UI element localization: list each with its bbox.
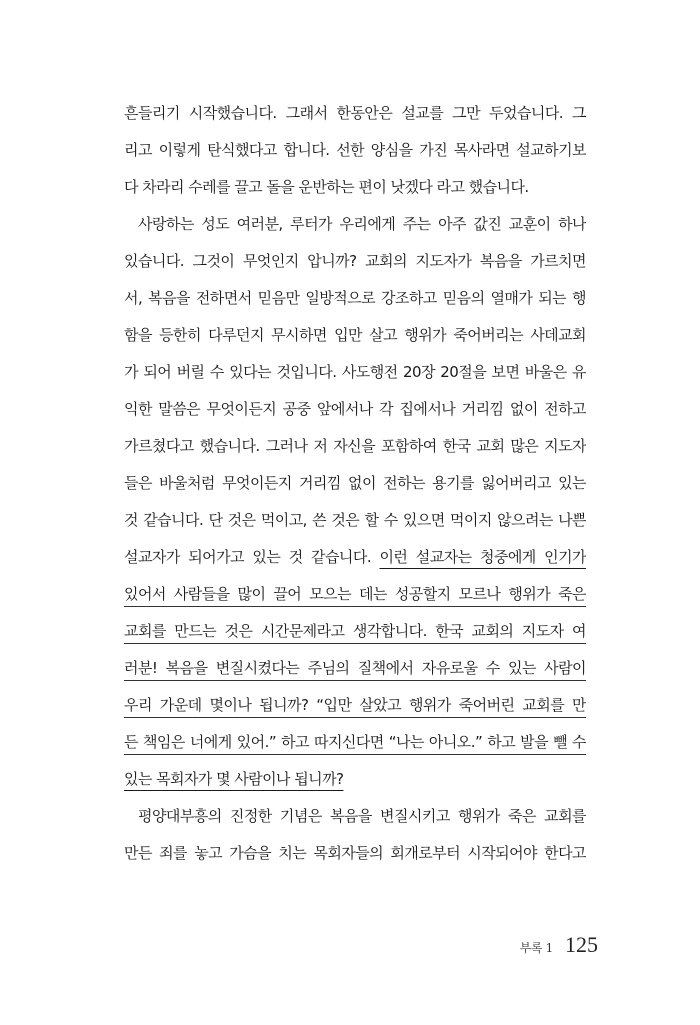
underlined-line: 교회를 만드는 것은 시간문제라고 생각합니다. 한국 교회의 지도자 여: [124, 613, 586, 650]
text-line: 서, 복음을 전하면서 믿음만 일방적으로 강조하고 믿음의 열매가 되는 행: [124, 289, 586, 307]
text-line: 리고 이렇게 탄식했다고 합니다. 선한 양심을 가진 목사라면 설교하기보: [124, 141, 586, 159]
text-line: 흔들리기 시작했습니다. 그래서 한동안은 설교를 그만 두었습니다. 그: [124, 104, 586, 122]
underlined-text-segment: 있는 목회자가 몇 사람이나 됩니까?: [124, 770, 344, 788]
underlined-text-segment: 이런 설교자는 청중에게 인기가: [379, 548, 586, 566]
paragraph-first-line: 사랑하는 성도 여러분, 루터가 우리에게 주는 아주 값진 교훈이 하나: [138, 215, 586, 233]
text-line: 가 되어 버릴 수 있다는 것입니다. 사도행전 20장 20절을 보면 바울은 유: [124, 363, 586, 381]
page-footer: [500, 932, 598, 960]
text-line: 있습니다. 그것이 무엇인지 압니까? 교회의 지도자가 복음을 가르치면: [124, 252, 586, 270]
text-line: 다 차라리 수레를 끌고 돌을 운반하는 편이 낫겠다 라고 했습니다.: [124, 178, 529, 196]
underlined-line: 우리 가운데 몇이나 됩니까? “입만 살았고 행위가 죽어버린 교회를 만: [124, 687, 586, 724]
plain-text-segment: 설교자가 되어가고 있는 것 같습니다.: [124, 548, 380, 566]
underlined-line: 든 책임은 너에게 있어.” 하고 따지신다면 “나는 아니오.” 하고 발을 뺄 수: [124, 724, 586, 761]
text-line: 들은 바울처럼 무엇이든지 거리낌 없이 전하는 용기를 잃어버리고 있는: [124, 474, 586, 492]
body-text: [124, 95, 586, 872]
underlined-line: 있어서 사람들을 많이 끌어 모으는 데는 성공할지 모르나 행위가 죽은: [124, 576, 586, 613]
underlined-line: 러분! 복음을 변질시켰다는 주님의 질책에서 자유로울 수 있는 사람이: [124, 650, 586, 687]
text-line: 것 같습니다. 단 것은 먹이고, 쓴 것은 할 수 있으면 먹이지 않으려는 나쁜: [124, 511, 586, 529]
text-line: 가르쳤다고 했습니다. 그러나 저 자신을 포함하여 한국 교회 많은 지도자: [124, 437, 586, 455]
underlined-line-last: [124, 761, 586, 798]
text-line: 익한 말씀은 무엇이든지 공중 앞에서나 각 집에서나 거리낌 없이 전하고: [124, 400, 586, 418]
paragraph-first-line: 평양대부흥의 진정한 기념은 복음을 변질시키고 행위가 죽은 교회를: [138, 807, 586, 825]
text-line: 만든 죄를 놓고 가슴을 치는 목회자들의 회개로부터 시작되어야 한다고: [124, 844, 586, 862]
text-line-partial-underline: [124, 539, 586, 576]
section-label: 부록 1: [519, 941, 553, 955]
page-number: 125: [565, 932, 598, 957]
text-line: 함을 등한히 다루던지 무시하면 입만 살고 행위가 죽어버리는 사데교회: [124, 326, 586, 344]
